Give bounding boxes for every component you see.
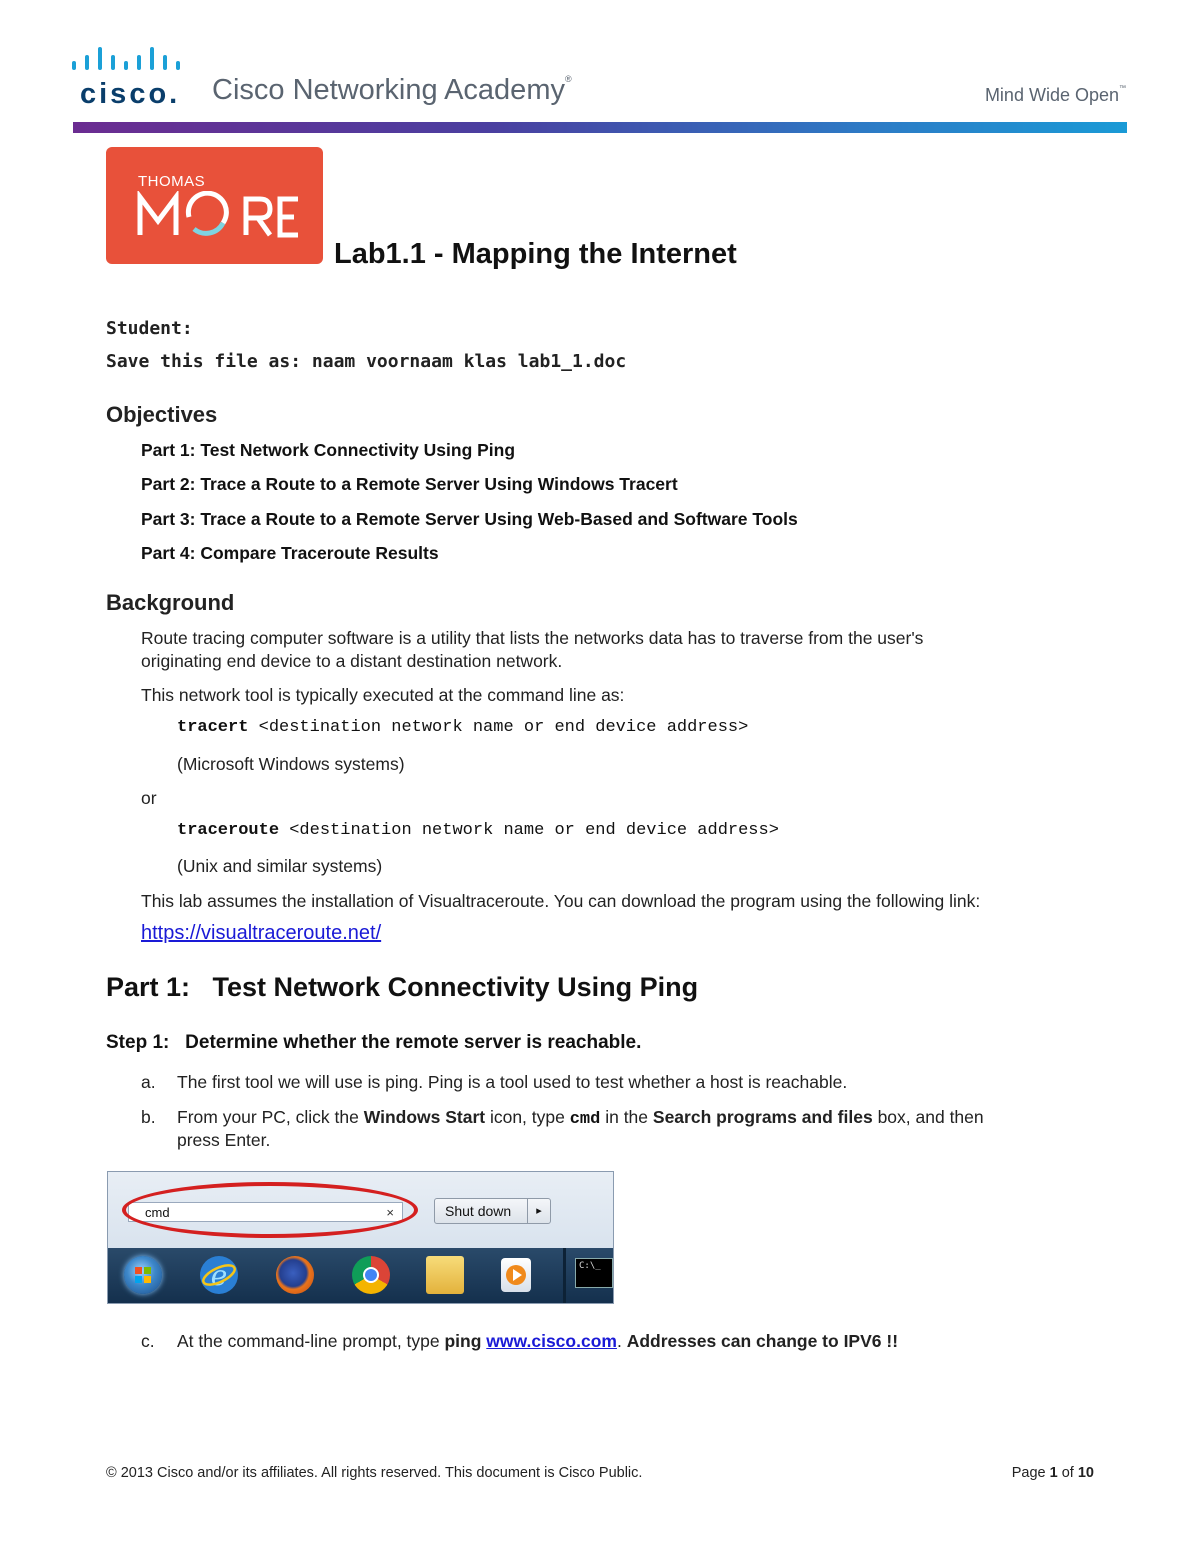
step-b-text: From your PC, click the Windows Start icon, type cmd in the Search programs and files box, and then xyxy=(177,1107,984,1129)
objectives-heading: Objectives xyxy=(106,402,218,427)
part1-heading: Part 1: Test Network Connectivity Using Ping xyxy=(106,972,699,1002)
windows-start-icon[interactable] xyxy=(124,1256,162,1294)
cisco-wordmark: cisco. xyxy=(80,78,181,110)
traceroute-command: traceroute <destination network name or end device address> xyxy=(177,821,779,840)
cisco-bars-logo xyxy=(72,44,184,76)
header-divider xyxy=(73,122,1127,133)
step-c-text: At the command-line prompt, type ping www.cisco.com. Addresses can change to IPV6 !! xyxy=(177,1331,899,1351)
or-text: or xyxy=(141,788,157,808)
list-letter: b. xyxy=(141,1107,156,1127)
internet-explorer-icon[interactable] xyxy=(200,1256,238,1294)
tagline: Mind Wide Open™ xyxy=(984,85,1126,105)
clear-icon[interactable]: × xyxy=(386,1205,394,1220)
thomas-more-logo: THOMAS xyxy=(106,147,323,264)
start-menu-screenshot xyxy=(107,1171,614,1304)
taskbar-divider xyxy=(563,1248,566,1303)
footer-copyright: © 2013 Cisco and/or its affiliates. All rights reserved. This document is Cisco Public. xyxy=(106,1465,643,1481)
command-prompt-icon[interactable]: C:\_ xyxy=(575,1258,613,1288)
firefox-icon[interactable] xyxy=(276,1256,314,1294)
list-letter: a. xyxy=(141,1072,156,1092)
save-as-instruction: Save this file as: naam voornaam klas lab1_1.doc xyxy=(106,351,627,372)
academy-name: Cisco Networking Academy® xyxy=(212,74,572,106)
svg-text:e: e xyxy=(210,1259,228,1292)
tracert-command: tracert <destination network name or end device address> xyxy=(177,718,749,737)
search-input[interactable]: cmd × xyxy=(128,1202,403,1222)
footer-page-number: Page 1 of 10 xyxy=(1011,1465,1094,1481)
objective-item: Part 1: Test Network Connectivity Using Ping xyxy=(141,440,516,460)
highlight-ellipse xyxy=(122,1182,418,1238)
folder-icon[interactable] xyxy=(426,1256,464,1294)
background-paragraph-line: Route tracing computer software is a utility that lists the networks data has to traverse from the user's xyxy=(141,628,924,648)
step1-heading: Step 1: Determine whether the remote server is reachable. xyxy=(106,1032,642,1053)
document-title: Lab1.1 - Mapping the Internet xyxy=(334,238,737,270)
objective-item: Part 2: Trace a Route to a Remote Server Using Windows Tracert xyxy=(141,474,678,494)
list-letter: c. xyxy=(141,1331,155,1351)
step-a-text: The first tool we will use is ping. Ping is a tool used to test whether a host is reachable. xyxy=(177,1072,848,1092)
background-paragraph-line: originating end device to a distant destination network. xyxy=(141,651,563,671)
shut-down-button[interactable]: Shut down ▸ xyxy=(434,1198,551,1224)
objective-item: Part 3: Trace a Route to a Remote Server Using Web-Based and Software Tools xyxy=(141,509,798,529)
media-player-icon[interactable] xyxy=(501,1258,531,1292)
step-b-text-cont: press Enter. xyxy=(177,1130,271,1150)
background-paragraph: This lab assumes the installation of Visualtraceroute. You can download the program using the following link: xyxy=(141,891,981,911)
student-label: Student: xyxy=(106,318,193,339)
background-heading: Background xyxy=(106,590,235,615)
background-paragraph: This network tool is typically executed at the command line as: xyxy=(141,685,625,705)
objective-item: Part 4: Compare Traceroute Results xyxy=(141,543,439,563)
chevron-right-icon[interactable]: ▸ xyxy=(527,1199,550,1223)
cisco-link[interactable]: www.cisco.com xyxy=(486,1331,617,1351)
tracert-note: (Microsoft Windows systems) xyxy=(177,754,405,774)
visualtraceroute-link[interactable]: https://visualtraceroute.net/ xyxy=(141,922,382,944)
traceroute-note: (Unix and similar systems) xyxy=(177,856,383,876)
chrome-icon[interactable] xyxy=(352,1256,390,1294)
